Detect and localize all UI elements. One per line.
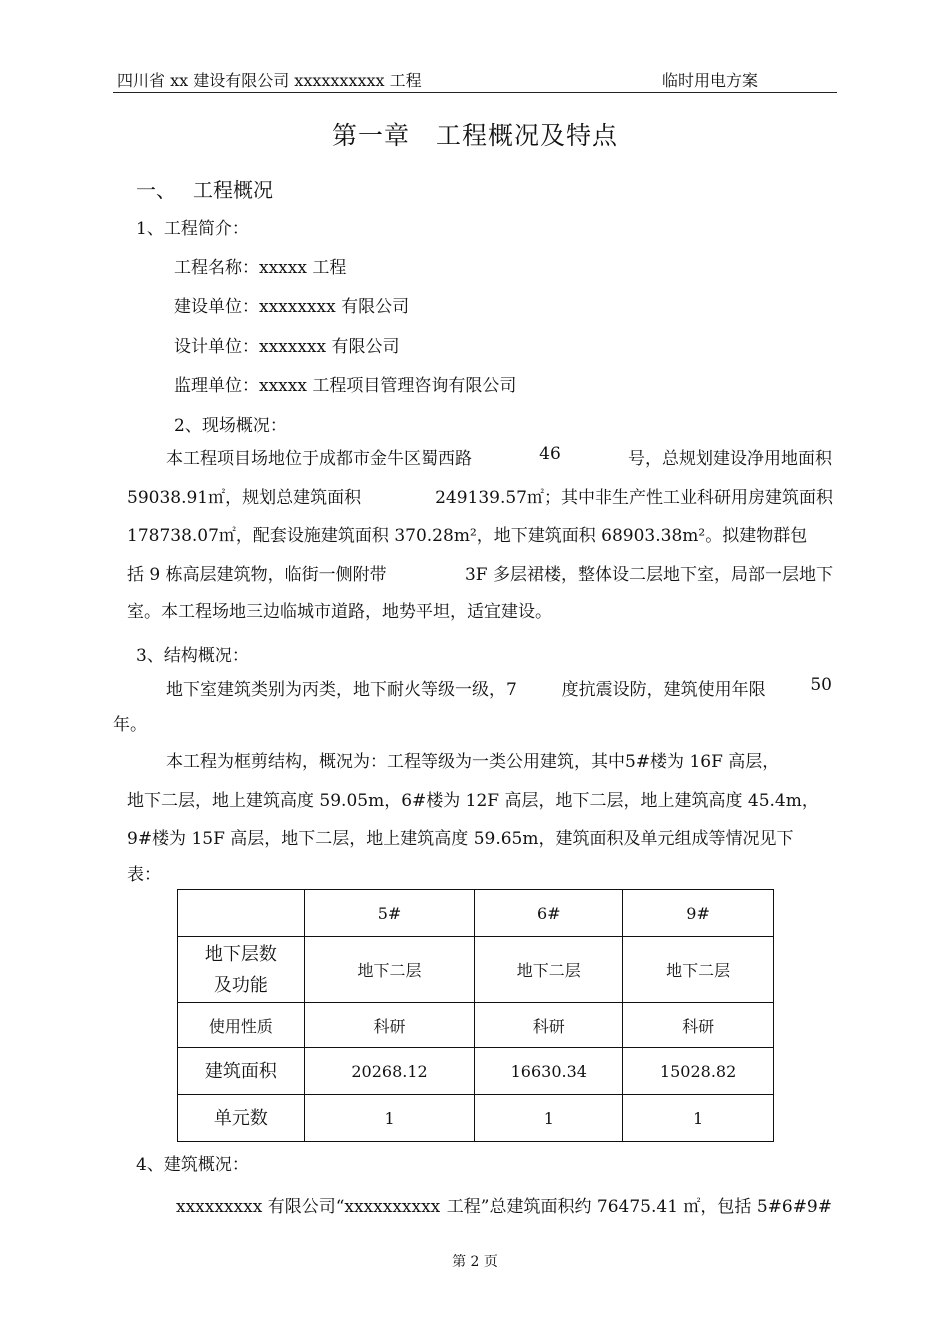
structure-p1-line-1 — [166, 675, 832, 700]
table-cell: 15028.82 — [623, 1048, 774, 1095]
table-cell: 地下二层 — [304, 937, 475, 1003]
table-header-cell — [178, 890, 305, 937]
row-label — [178, 937, 305, 1003]
table-header-cell: 6# — [475, 890, 623, 937]
text-segment: 度抗震设防，建筑使用年限 — [561, 680, 766, 700]
sub3-heading: 3、结构概况： — [136, 646, 249, 666]
row-label: 使用性质 — [178, 1003, 305, 1048]
sub2-heading: 2、现场概况： — [174, 416, 287, 436]
design-unit: 设计单位：xxxxxxx 有限公司 — [174, 337, 400, 357]
text-segment: 号，总规划建设净用地面积 — [627, 449, 832, 469]
text-segment: 3F 多层裙楼，整体设二层地下室，局部一层地下 — [464, 565, 833, 585]
architecture-line-1 — [176, 1192, 832, 1217]
table-header-cell: 9# — [623, 890, 774, 937]
table-cell: 地下二层 — [623, 937, 774, 1003]
text-segment: 249139.57㎡；其中非生产性工业科研用房建筑面积 — [435, 488, 833, 508]
header-divider — [113, 92, 837, 93]
site-paragraph-line-5: 室。本工程场地三边临城市道路，地势平坦，适宜建设。 — [127, 602, 552, 622]
chapter-title: 第一章 工程概况及特点 — [331, 121, 618, 150]
text-segment: 178738.07㎡，配套设施建筑面积 370.28m²，地下建筑面积 68903.38m²。拟建物群包 — [127, 526, 808, 546]
project-name: 工程名称：xxxxx 工程 — [174, 258, 347, 278]
structure-p2-line-1 — [166, 747, 832, 772]
table-cell: 20268.12 — [304, 1048, 475, 1095]
row-label: 建筑面积 — [178, 1048, 305, 1095]
supervisor-unit: 监理单位：xxxxx 工程项目管理咨询有限公司 — [174, 376, 517, 396]
header-left: 四川省 xx 建设有限公司 xxxxxxxxxx 工程 — [117, 71, 422, 90]
site-paragraph-line-2 — [127, 483, 833, 508]
sub4-heading: 4、建筑概况： — [136, 1155, 249, 1175]
section-title: 工程概况 — [193, 178, 273, 202]
structure-p2-line-4: 表： — [127, 865, 161, 885]
table-row — [178, 1003, 774, 1048]
row-label: 单元数 — [178, 1095, 305, 1142]
table-row — [178, 937, 774, 1003]
table-header-cell: 5# — [304, 890, 475, 937]
text-segment: 括 9 栋高层建筑物，临街一侧附带 — [127, 565, 387, 585]
text-segment: xxxxxxxxx 有限公司“xxxxxxxxxx — [176, 1197, 441, 1217]
text-segment: 9#楼为 15F 高层，地下二层，地上建筑高度 59.65m，建筑面积及单元组成等情况见下 — [127, 829, 794, 849]
table-cell: 1 — [623, 1095, 774, 1142]
section-number: 一、 — [136, 178, 176, 202]
text-segment: 地下二层，地上建筑高度 59.05m，6#楼为 12F 高层，地下二层，地上建筑高度 45.4m， — [127, 791, 819, 811]
text-segment: 地下室建筑类别为丙类，地下耐火等级一级，7 — [166, 680, 517, 700]
text-segment: 本工程项目场地位于成都市金牛区蜀西路 — [166, 449, 472, 469]
header-right: 临时用电方案 — [662, 71, 759, 90]
table-cell: 地下二层 — [475, 937, 623, 1003]
table-cell: 16630.34 — [475, 1048, 623, 1095]
builder-unit: 建设单位：xxxxxxxx 有限公司 — [174, 297, 410, 317]
table-cell: 1 — [475, 1095, 623, 1142]
text-segment: 50 — [810, 675, 832, 695]
table-cell: 科研 — [304, 1003, 475, 1048]
row-label-line: 及功能 — [213, 974, 268, 996]
row-label-line: 地下层数 — [204, 943, 277, 965]
table-header-row — [178, 890, 774, 937]
site-paragraph-line-3 — [127, 521, 833, 546]
table-row — [178, 1048, 774, 1095]
site-paragraph-line-4 — [127, 560, 833, 585]
table-cell: 科研 — [475, 1003, 623, 1048]
table-row — [178, 1095, 774, 1142]
text-segment: 本工程为框剪结构，概况为：工程等级为一类公用建筑，其中5#楼为 16F 高层， — [166, 752, 780, 772]
site-paragraph-line-1 — [166, 444, 832, 469]
text-segment: 59038.91㎡，规划总建筑面积 — [127, 488, 362, 508]
table-cell: 科研 — [623, 1003, 774, 1048]
structure-p2-line-3 — [127, 824, 833, 849]
structure-p2-line-2 — [127, 786, 833, 811]
text-segment: 工程”总建筑面积约 76475.41 ㎡，包括 5#6#9# — [446, 1197, 832, 1217]
text-segment: 46 — [539, 444, 561, 464]
table-cell: 1 — [304, 1095, 475, 1142]
structure-p1-line-2: 年。 — [113, 715, 147, 735]
building-info-table — [177, 889, 774, 1142]
sub1-heading: 1、工程简介： — [136, 219, 249, 239]
page-number: 第 2 页 — [452, 1254, 498, 1270]
